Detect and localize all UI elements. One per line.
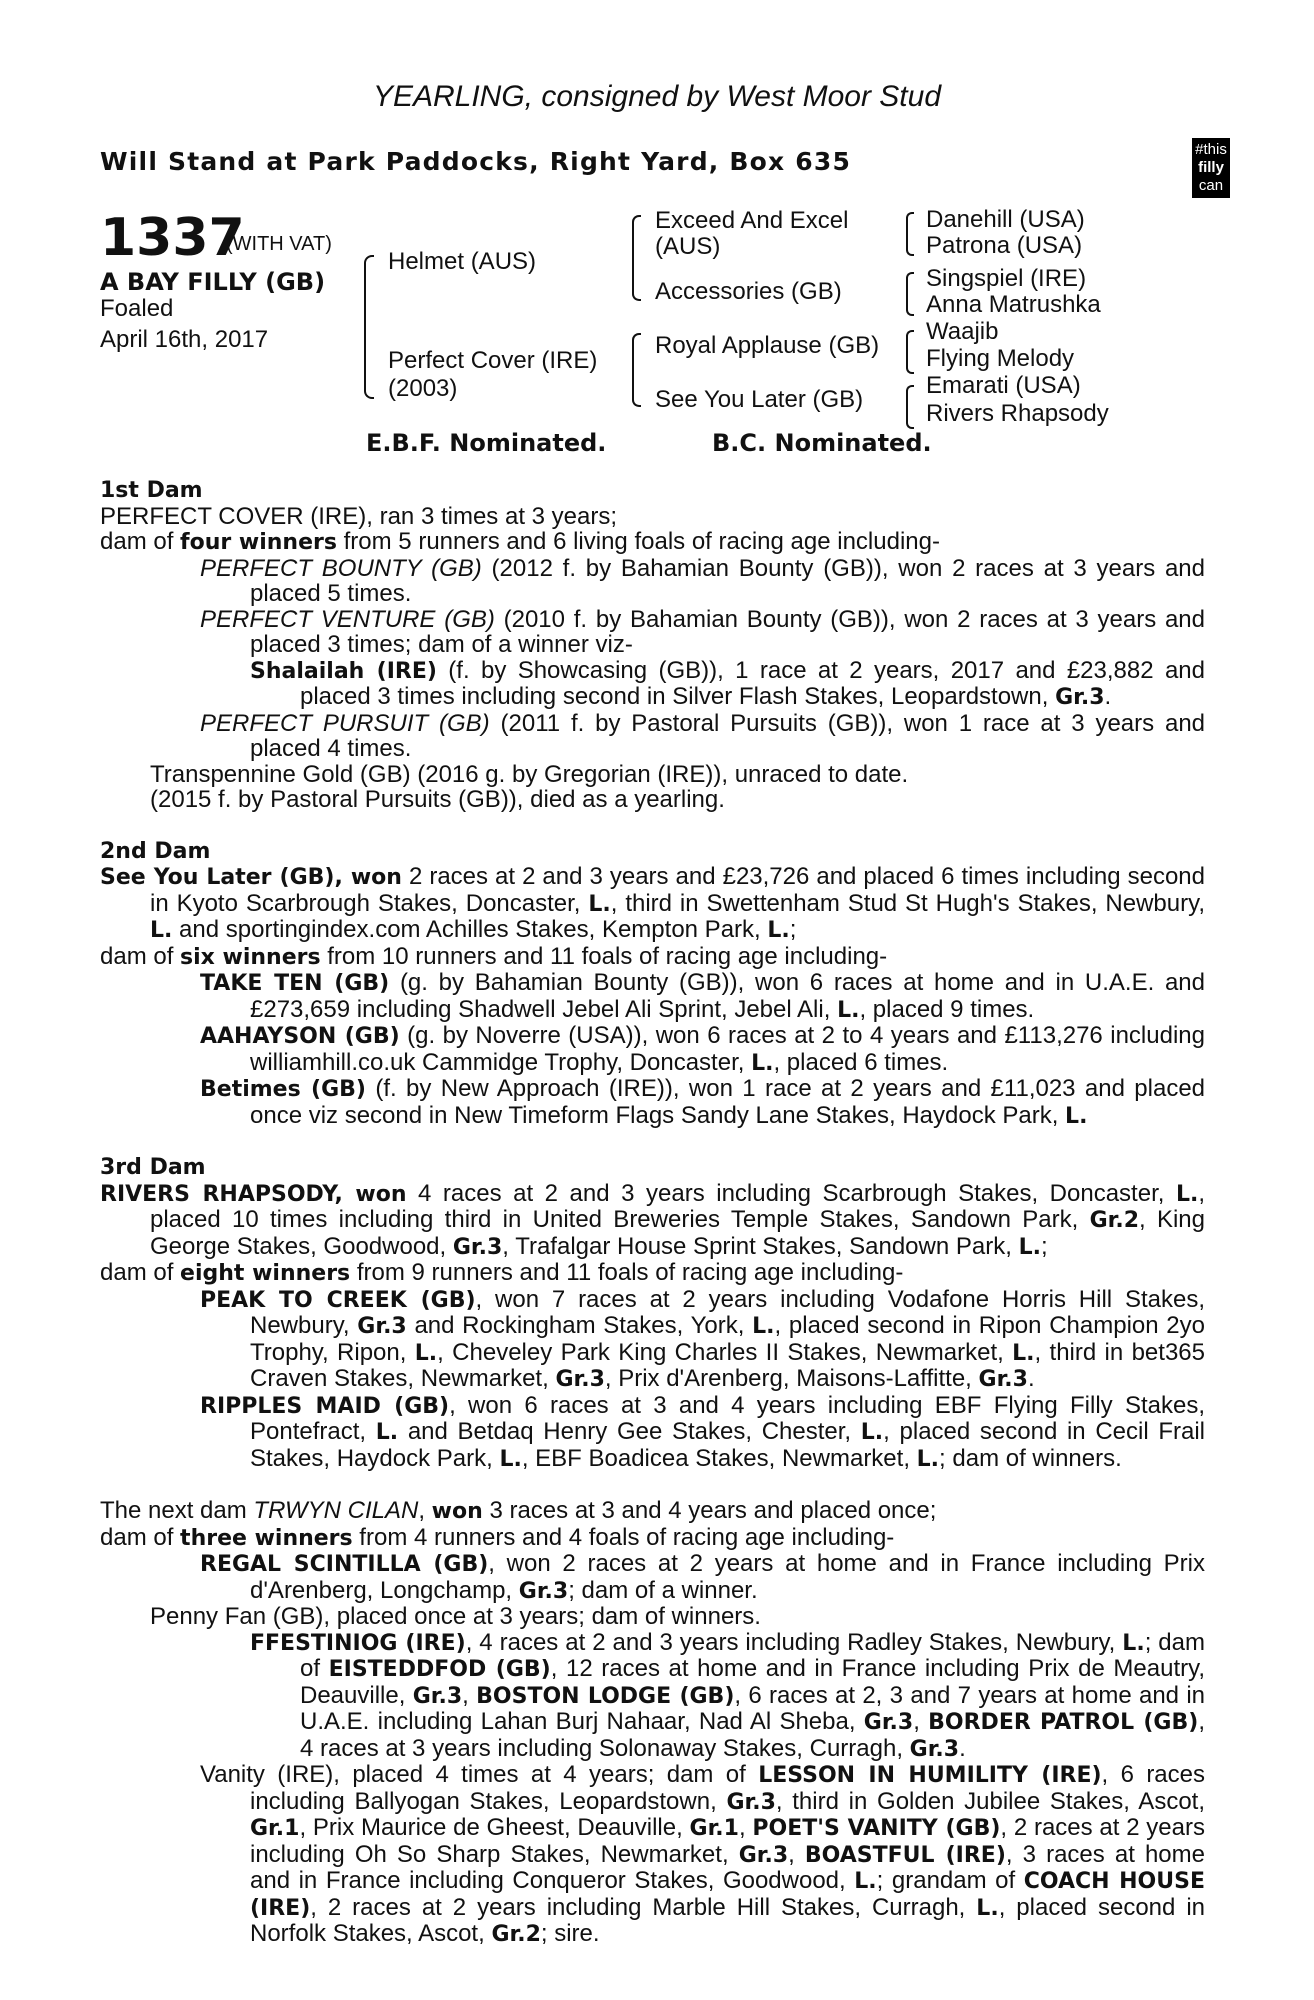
pedigree-brace-dam: [632, 333, 641, 407]
pedigree-sire-sire: Exceed And Excel: [655, 207, 849, 234]
produce-entry: PEAK TO CREEK (GB), won 7 races at 2 years including Vodafone Horris Hill Stakes, Newbury, Gr.3 and Rockingham Stakes, York, L., placed second in Ripon Champion 2yo Trophy, Ripon, L., Cheveley Park King Charles II Stakes, Newmarket, L., third in bet365 Craven Stakes, Newmarket, Gr.3, Prix d'Arenberg, Maisons-Laffitte, Gr.3.: [200, 1285, 1206, 1392]
pedigree-dam-sire: Royal Applause (GB): [655, 332, 880, 359]
pedigree-sds: Singspiel (IRE): [926, 265, 1087, 292]
produce-entry: PERFECT BOUNTY (GB) (2012 f. by Bahamian Bounty (GB)), won 2 races at 3 years and placed 5 times.: [200, 554, 1205, 607]
stand-location: Will Stand at Park Paddocks, Right Yard, Box 635: [100, 147, 852, 176]
pedigree-dds: Emarati (USA): [926, 372, 1081, 399]
pedigree-brace-main: [364, 255, 374, 399]
bc-nomination: B.C. Nominated.: [712, 429, 932, 457]
pedigree-brace-g1: [906, 212, 914, 256]
this-filly-can-logo: #this filly can: [1192, 138, 1230, 198]
pedigree-dam-year: (2003): [388, 375, 458, 402]
foaled-date: April 16th, 2017: [100, 326, 269, 353]
pedigree-brace-g3: [906, 330, 914, 374]
catalogue-body: [100, 478, 1205, 1948]
third-dam-line: RIVERS RHAPSODY, won 4 races at 2 and 3 years including Scarbrough Stakes, Doncaster, L., placed 10 times including third in United Breweries Temple Stakes, Sandown Park, Gr.2, King George Stakes, Goodwood, Gr.3, Trafalgar House Sprint Stakes, Sandown Park, L.;: [100, 1179, 1205, 1260]
produce-entry: Penny Fan (GB), placed once at 3 years; dam of winners.: [150, 1603, 761, 1630]
third-dam-heading: 3rd Dam: [100, 1155, 206, 1180]
produce-entry: Transpennine Gold (GB) (2016 g. by Gregorian (IRE)), unraced to date.: [150, 760, 909, 788]
pedigree-brace-g4: [906, 385, 914, 429]
first-dam-heading: 1st Dam: [100, 478, 203, 503]
foaled-label: Foaled: [100, 295, 174, 322]
next-dam-produce: dam of three winners from 4 runners and 4 foals of racing age including-: [100, 1523, 895, 1551]
pedigree-brace-sire: [632, 215, 641, 301]
third-dam-produce: dam of eight winners from 9 runners and 11 foals of racing age including-: [100, 1259, 904, 1286]
second-dam-produce: dam of six winners from 10 runners and 11 foals of racing age including-: [100, 942, 888, 970]
pedigree-sdd: Anna Matrushka: [926, 291, 1101, 318]
lot-description: A BAY FILLY (GB): [100, 268, 326, 296]
first-dam-produce: dam of four winners from 5 runners and 6 living foals of racing age including-: [100, 528, 940, 555]
pedigree-sss: Danehill (USA): [926, 206, 1085, 233]
sale-title: YEARLING, consigned by West Moor Stud: [372, 80, 942, 113]
produce-entry: PERFECT VENTURE (GB) (2010 f. by Bahamian Bounty (GB)), won 2 races at 3 years and placed 3 times; dam of a winner viz-: [200, 605, 1205, 658]
produce-entry: REGAL SCINTILLA (GB), won 2 races at 2 years at home and in France including Prix d'Arenberg, Longchamp, Gr.3; dam of a winner.: [200, 1550, 1205, 1604]
produce-entry: AAHAYSON (GB) (g. by Noverre (USA)), won 6 races at 2 to 4 years and £113,276 including williamhill.co.uk Cammidge Trophy, Doncaster, L., placed 6 times.: [200, 1022, 1205, 1076]
pedigree-dam-dam: See You Later (GB): [655, 386, 864, 413]
pedigree-brace-g2: [906, 272, 914, 316]
produce-entry: RIPPLES MAID (GB), won 6 races at 3 and 4 years including EBF Flying Filly Stakes, Pontefract, L. and Betdaq Henry Gee Stakes, Chester, L., placed second in Cecil Frail Stakes, Haydock Park, L., EBF Boadicea Stakes, Newmarket, L.; dam of winners.: [200, 1391, 1206, 1472]
produce-entry: FFESTINIOG (IRE), 4 races at 2 and 3 years including Radley Stakes, Newbury, L.; dam of EISTEDDFOD (GB), 12 races at home and in France including Prix de Meautry, Deauville, Gr.3, BOSTON LODGE (GB), 6 races at 2, 3 and 7 years at home and in U.A.E. including Lahan Burj Nahaar, Nad Al Sheba, Gr.3, BORDER PATROL (GB), 4 races at 3 years including Solonaway Stakes, Curragh, Gr.3.: [250, 1628, 1206, 1762]
second-dam-heading: 2nd Dam: [100, 838, 211, 864]
pedigree-dam: Perfect Cover (IRE): [388, 347, 598, 374]
pedigree-dss: Waajib: [926, 318, 999, 345]
foaled-info: [100, 293, 268, 355]
pedigree-ddd: Rivers Rhapsody: [926, 400, 1109, 427]
lot-number: 1337: [100, 208, 245, 268]
pedigree-sire-sire-country: (AUS): [655, 233, 721, 260]
vat-note: (WITH VAT): [226, 233, 332, 255]
produce-entry: Vanity (IRE), placed 4 times at 4 years; dam of LESSON IN HUMILITY (IRE), 6 races including Ballyogan Stakes, Leopardstown, Gr.3, third in Golden Jubilee Stakes, Ascot, Gr.1, Prix Maurice de Gheest, Deauville, Gr.1, POET'S VANITY (GB), 2 races at 2 years including Oh So Sharp Stakes, Newmarket, Gr.3, BOASTFUL (IRE), 3 races at home and in France including Conqueror Stakes, Goodwood, L.; grandam of COACH HOUSE (IRE), 2 races at 2 years including Marble Hill Stakes, Curragh, L., placed second in Norfolk Stakes, Ascot, Gr.2; sire.: [200, 1761, 1206, 1947]
first-dam-line: PERFECT COVER (IRE), ran 3 times at 3 years;: [100, 502, 618, 530]
ebf-nomination: E.B.F. Nominated.: [366, 429, 607, 457]
pedigree-sire-dam: Accessories (GB): [655, 278, 842, 305]
produce-entry: Betimes (GB) (f. by New Approach (IRE)), won 1 race at 2 years and £11,023 and placed once viz second in New Timeform Flags Sandy Lane Stakes, Haydock Park, L.: [200, 1075, 1206, 1129]
produce-entry: TAKE TEN (GB) (g. by Bahamian Bounty (GB)), won 6 races at home and in U.A.E. and £273,659 including Shadwell Jebel Ali Sprint, Jebel Ali, L., placed 9 times.: [200, 969, 1206, 1023]
pedigree-dsd: Flying Melody: [926, 345, 1075, 372]
produce-entry: (2015 f. by Pastoral Pursuits (GB)), died as a yearling.: [150, 786, 725, 813]
pedigree-ssd: Patrona (USA): [926, 232, 1083, 259]
second-dam-line: See You Later (GB), won 2 races at 2 and 3 years and £23,726 and placed 6 times including second in Kyoto Scarbrough Stakes, Doncaster, L., third in Swettenham Stud St Hugh's Stakes, Newbury, L. and sportingindex.com Achilles Stakes, Kempton Park, L.;: [100, 863, 1205, 943]
next-dam-line: The next dam TRWYN CILAN, won 3 races at 3 and 4 years and placed once;: [100, 1497, 937, 1524]
pedigree-sire: Helmet (AUS): [388, 248, 537, 275]
produce-entry: Shalailah (IRE) (f. by Showcasing (GB)), 1 race at 2 years, 2017 and £23,882 and placed 3 times including second in Silver Flash Stakes, Leopardstown, Gr.3.: [250, 656, 1205, 710]
produce-entry: PERFECT PURSUIT (GB) (2011 f. by Pastoral Pursuits (GB)), won 1 race at 3 years and placed 4 times.: [200, 709, 1206, 762]
